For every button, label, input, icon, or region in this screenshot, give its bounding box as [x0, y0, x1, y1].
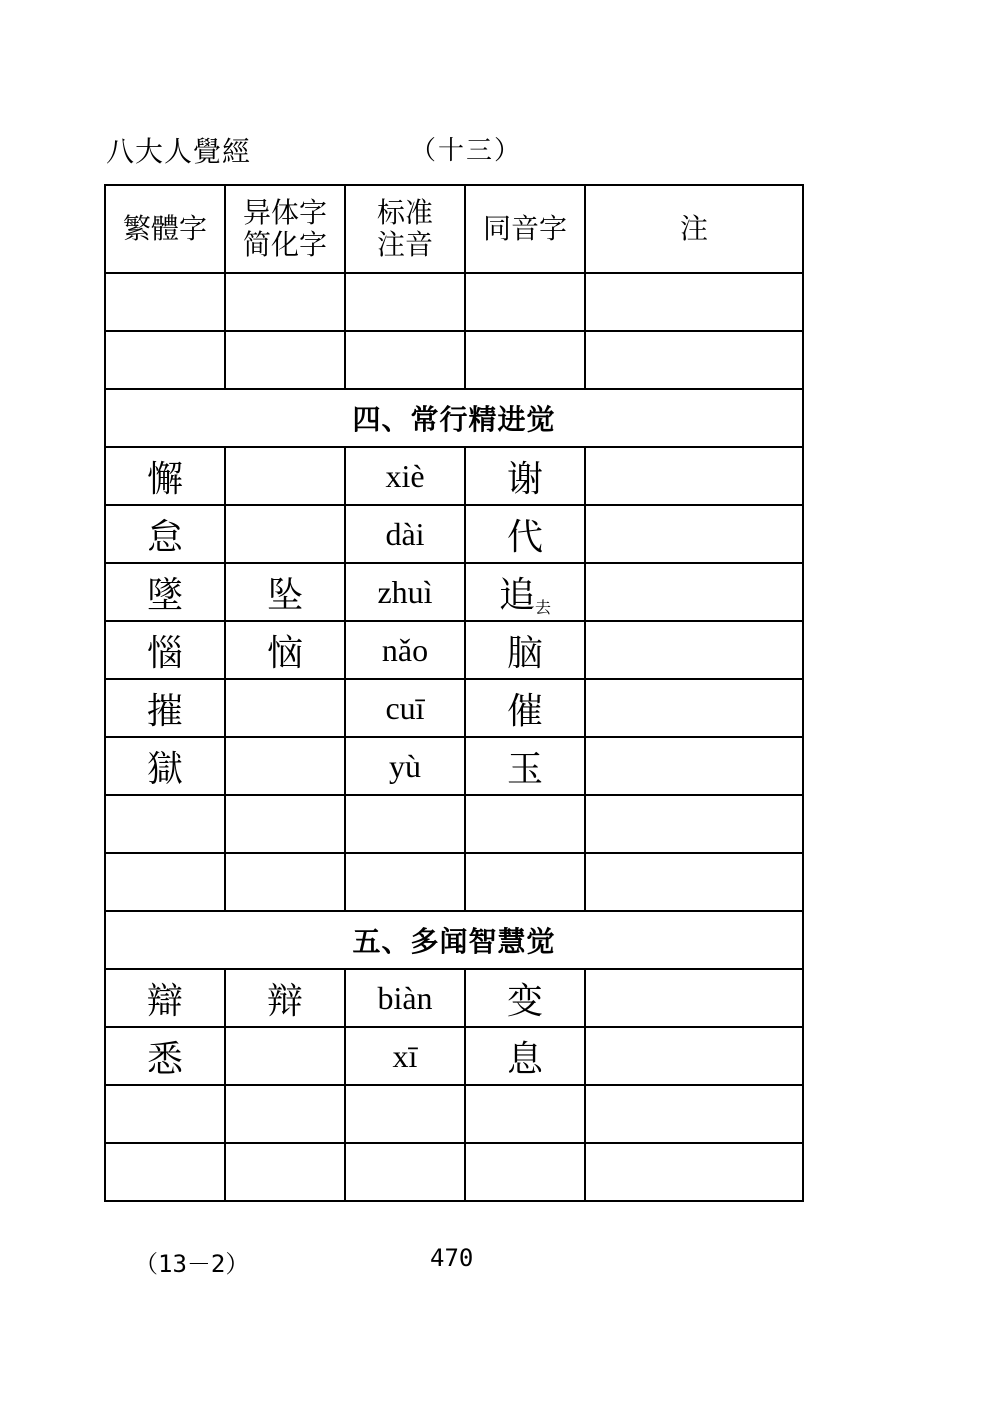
- note-cell: [585, 1027, 803, 1085]
- table-row: [105, 447, 803, 505]
- pinyin: dài: [345, 505, 465, 563]
- note-cell: [585, 737, 803, 795]
- homophone-char: 追: [498, 574, 535, 616]
- table-row-empty: [105, 1143, 803, 1201]
- pinyin: zhuì: [345, 563, 465, 621]
- table-row: [105, 563, 803, 621]
- note-cell: [585, 447, 803, 505]
- header-pinyin: [345, 185, 465, 273]
- table-row: [105, 737, 803, 795]
- homophone-char: 息: [465, 1027, 585, 1085]
- page-number: 470: [430, 1244, 474, 1272]
- traditional-char: 摧: [105, 679, 225, 737]
- homophone-cell: [465, 563, 585, 621]
- homophone-char: 谢: [465, 447, 585, 505]
- traditional-char: 怠: [105, 505, 225, 563]
- table-row-empty: [105, 273, 803, 331]
- pinyin: yù: [345, 737, 465, 795]
- traditional-char: 墜: [105, 563, 225, 621]
- table-row-empty: [105, 331, 803, 389]
- homophone-char: 脑: [465, 621, 585, 679]
- header-variant: [225, 185, 345, 273]
- pinyin: xī: [345, 1027, 465, 1085]
- homophone-char: 变: [465, 969, 585, 1027]
- variant-char: [225, 679, 345, 737]
- character-table: [104, 184, 804, 1202]
- table-row: [105, 621, 803, 679]
- section-title-four: 四、常行精进觉: [105, 389, 803, 447]
- variant-char: 辩: [225, 969, 345, 1027]
- note-cell: [585, 679, 803, 737]
- volume-label: （13－2）: [134, 1250, 250, 1278]
- note-cell: [585, 505, 803, 563]
- traditional-char: 獄: [105, 737, 225, 795]
- table-row: [105, 969, 803, 1027]
- header-homophone: 同音字: [465, 185, 585, 273]
- header-note: 注: [585, 185, 803, 273]
- variant-char: [225, 505, 345, 563]
- traditional-char: 辯: [105, 969, 225, 1027]
- section-header-five: [105, 911, 803, 969]
- header-variant-line2: 简化字: [242, 228, 327, 261]
- table-row-empty: [105, 1085, 803, 1143]
- table-row: [105, 679, 803, 737]
- header-pinyin-line2: 注音: [376, 228, 433, 261]
- section-title-five: 五、多闻智慧觉: [105, 911, 803, 969]
- table-row-empty: [105, 795, 803, 853]
- header-pinyin-line1: 标准: [376, 196, 433, 229]
- note-cell: [585, 969, 803, 1027]
- pinyin: cuī: [345, 679, 465, 737]
- pinyin: nǎo: [345, 621, 465, 679]
- table-row: [105, 1027, 803, 1085]
- note-cell: [585, 563, 803, 621]
- variant-char: [225, 1027, 345, 1085]
- note-cell: [585, 621, 803, 679]
- pinyin: biàn: [345, 969, 465, 1027]
- traditional-char: 懈: [105, 447, 225, 505]
- variant-char: [225, 447, 345, 505]
- traditional-char: 悉: [105, 1027, 225, 1085]
- homophone-char: 催: [465, 679, 585, 737]
- table-header-row: [105, 185, 803, 273]
- homophone-char: 代: [465, 505, 585, 563]
- table-row-empty: [105, 853, 803, 911]
- homophone-char: 玉: [465, 737, 585, 795]
- section-header-four: [105, 389, 803, 447]
- variant-char: 坠: [225, 563, 345, 621]
- header-variant-line1: 异体字: [242, 196, 327, 229]
- traditional-char: 惱: [105, 621, 225, 679]
- document-title: 八大人覺經: [106, 135, 252, 168]
- tone-note: 去: [535, 597, 552, 617]
- header-traditional: 繁體字: [105, 185, 225, 273]
- variant-char: 恼: [225, 621, 345, 679]
- variant-char: [225, 737, 345, 795]
- table-row: [105, 505, 803, 563]
- pinyin: xiè: [345, 447, 465, 505]
- document-section-number: （十三）: [410, 136, 523, 166]
